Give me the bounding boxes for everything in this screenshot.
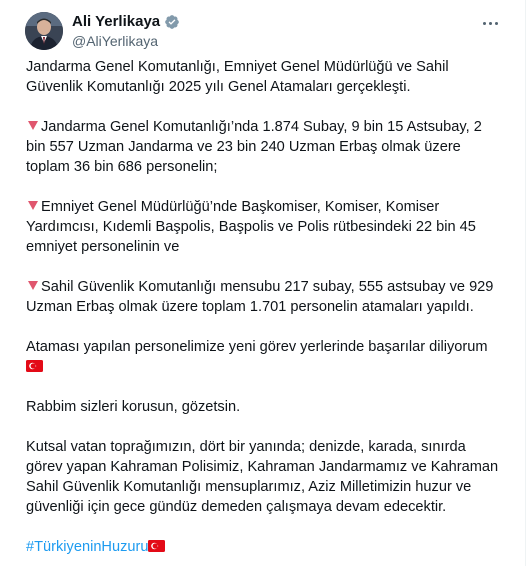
red-down-triangle-icon (28, 121, 38, 130)
paragraph-text: Kutsal vatan toprağımızın, dört bir yanında; denizde, karada, sınırda görev yapan Kahraman Polisimiz, Kahraman Jandarmamız ve Kahraman Sahil Güvenlik Komutanlığı mensuplarımız, Aziz Milletimizin huzur ve güvenliği için gece gündüz demeden çalışmaya devam edecektir. (26, 439, 499, 515)
tweet-paragraph (26, 117, 504, 177)
more-options-icon[interactable] (479, 14, 501, 32)
tweet-paragraph (26, 537, 504, 557)
paragraph-text: Rabbim sizleri korusun, gözetsin. (26, 399, 241, 415)
verified-badge-icon[interactable] (164, 14, 180, 30)
tweet-header (25, 12, 505, 52)
more-dot (489, 22, 492, 25)
paragraph-text: Jandarma Genel Komutanlığı, Emniyet Genel Müdürlüğü ve Sahil Güvenlik Komutanlığı 2025 yılı Genel Atamaları gerçekleşti. (26, 59, 449, 95)
hashtag-link[interactable]: #TürkiyeninHuzuru (26, 539, 149, 555)
paragraph-text: Emniyet Genel Müdürlüğü’nde Başkomiser, Komiser, Komiser Yardımcısı, Kıdemli Başpolis, Başpolis ve Polis rütbesindeki 22 bin 45 emniyet personelinin ve (26, 199, 476, 255)
red-down-triangle-icon (28, 201, 38, 210)
tweet-paragraph (26, 437, 504, 517)
tweet-paragraph (26, 57, 504, 97)
red-down-triangle-icon (28, 281, 38, 290)
tweet-paragraph (26, 397, 504, 417)
tweet-text (26, 57, 504, 577)
author-handle[interactable]: @AliYerlikaya (72, 33, 159, 49)
tweet-paragraph (26, 277, 504, 317)
display-name-row (72, 12, 180, 32)
more-dot (495, 22, 498, 25)
tweet-paragraph (26, 337, 504, 377)
display-name[interactable]: Ali Yerlikaya (72, 13, 161, 30)
paragraph-text: Ataması yapılan personelimize yeni görev yerlerinde başarılar diliyorum (26, 339, 488, 355)
avatar[interactable] (25, 12, 63, 50)
turkey-flag-icon (148, 538, 165, 550)
more-dot (483, 22, 486, 25)
paragraph-text: Jandarma Genel Komutanlığı’nda 1.874 Subay, 9 bin 15 Astsubay, 2 bin 557 Uzman Jandarma ve 23 bin 240 Uzman Erbaş olmak üzere toplam 36 bin 686 personelin; (26, 119, 482, 175)
tweet-paragraph (26, 197, 504, 257)
paragraph-text: Sahil Güvenlik Komutanlığı mensubu 217 subay, 555 astsubay ve 929 Uzman Erbaş olmak üzere toplam 1.701 personelin atamaları yapıldı. (26, 279, 494, 315)
turkey-flag-icon (26, 358, 43, 370)
author-names (72, 12, 180, 51)
